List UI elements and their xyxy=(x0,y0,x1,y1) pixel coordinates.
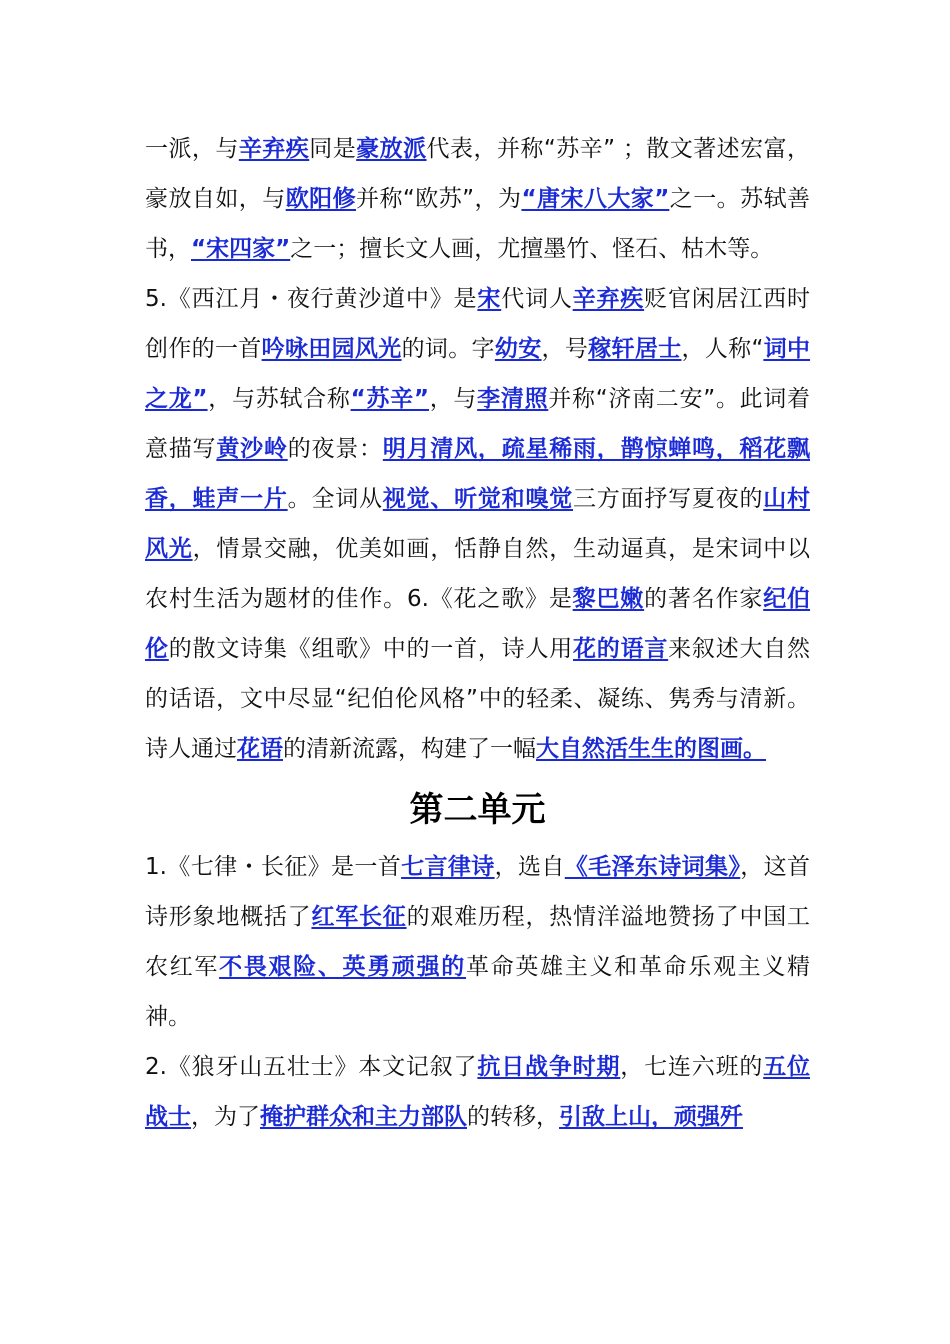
text: 并称“济南二安”。此词着意描写 xyxy=(145,386,811,462)
key-term: 明月清风，疏星稀雨，鹊惊蝉鸣，稻花飘香，蛙声一片 xyxy=(145,436,811,512)
text: 代词人 xyxy=(501,286,573,312)
key-term: 花的语言 xyxy=(573,636,669,662)
text: 的转移， xyxy=(467,1104,559,1130)
text: ，七连六班的 xyxy=(620,1054,764,1080)
key-term: 欧阳修 xyxy=(285,186,357,212)
key-term: 大自然活生生的图画。 xyxy=(536,736,766,762)
text: 之一。苏轼善书， xyxy=(145,186,811,262)
key-term: “唐宋八大家” xyxy=(521,186,670,212)
text: ，号 xyxy=(541,336,589,362)
key-term: 吟咏田园风光 xyxy=(261,336,402,362)
key-term: 黎巴嫩 xyxy=(572,586,645,612)
text: ，情景交融，优美如画，恬静自然，生动逼真，是宋词中以农村生活为题材的佳作。6.《花之歌》是 xyxy=(145,536,811,612)
text: 革命英雄主义和革命乐观主义精神。 xyxy=(145,954,811,1030)
text: ，选自 xyxy=(494,854,565,880)
key-term: 词中之龙” xyxy=(145,336,811,412)
text: ，这首诗形象地概括了 xyxy=(145,854,811,930)
text: 。全词从 xyxy=(287,486,383,512)
key-term: 山村风光 xyxy=(145,486,811,562)
text: 一派，与 xyxy=(145,136,239,162)
text: ，与苏轼合称 xyxy=(207,386,351,412)
key-term: 花语 xyxy=(237,736,283,762)
paragraph-xijiangyue xyxy=(145,274,810,774)
key-term: 黄沙岭 xyxy=(216,436,288,462)
text: 贬官闲居江西时创作的一首 xyxy=(145,286,811,362)
key-term: 稼轩居士 xyxy=(588,336,682,362)
text: 的词。字 xyxy=(401,336,495,362)
key-term: “宋四家” xyxy=(191,236,291,262)
text: ，为了 xyxy=(191,1104,260,1130)
text: ，人称“ xyxy=(681,336,764,362)
text: 5.《西江月・夜行黄沙道中》是 xyxy=(145,286,478,312)
key-term: 《毛泽东诗词集》 xyxy=(564,854,741,880)
key-term: 辛弃疾 xyxy=(238,136,310,162)
key-term: 七言律诗 xyxy=(401,854,495,880)
key-term: 视觉、听觉和嗅觉 xyxy=(382,486,574,512)
text: 的艰难历程，热情洋溢地赞扬了中国工农红军 xyxy=(145,904,811,980)
key-term: 李清照 xyxy=(477,386,549,412)
text: 的著名作家 xyxy=(644,586,764,612)
text: ，与 xyxy=(428,386,478,412)
paragraph-langyashan xyxy=(145,1042,810,1142)
key-term: 辛弃疾 xyxy=(572,286,645,312)
key-term: 幼安 xyxy=(494,336,542,362)
text: 并称“欧苏”，为 xyxy=(356,186,522,212)
text: 之一；擅长文人画，尤擅墨竹、怪石、枯木等。 xyxy=(290,236,774,262)
text: 的夜景： xyxy=(287,436,383,462)
key-term: 红军长征 xyxy=(311,904,407,930)
section-title: 第二单元 xyxy=(409,790,546,830)
text: 来叙述大自然的话语，文中尽显“纪伯伦风格”中的轻柔、凝练、隽秀与清新。诗人通过 xyxy=(145,636,811,762)
text: 同是 xyxy=(309,136,357,162)
paragraph-su-shi xyxy=(145,124,810,274)
key-term: 宋 xyxy=(477,286,502,312)
key-term: 引敌上山，顽强歼 xyxy=(559,1104,743,1130)
key-term: 五位战士 xyxy=(145,1054,811,1130)
key-term: “苏辛” xyxy=(350,386,429,412)
paragraph-changzheng xyxy=(145,842,810,1042)
key-term: 不畏艰险、英勇顽强的 xyxy=(219,954,467,980)
text: 2.《狼牙山五壮士》本文记叙了 xyxy=(145,1054,478,1080)
key-term: 豪放派 xyxy=(356,136,427,162)
text: 三方面抒写夏夜的 xyxy=(573,486,764,512)
key-term: 纪伯伦 xyxy=(145,586,811,662)
text: 代表，并称“苏辛” ；散文著述宏富，豪放自如，与 xyxy=(145,136,811,212)
key-term: 掩护群众和主力部队 xyxy=(260,1104,467,1130)
text: 的散文诗集《组歌》中的一首，诗人用 xyxy=(168,636,574,662)
key-term: 抗日战争时期 xyxy=(477,1054,621,1080)
text: 的清新流露，构建了一幅 xyxy=(283,736,536,762)
text: 1.《七律・长征》是一首 xyxy=(145,854,402,880)
